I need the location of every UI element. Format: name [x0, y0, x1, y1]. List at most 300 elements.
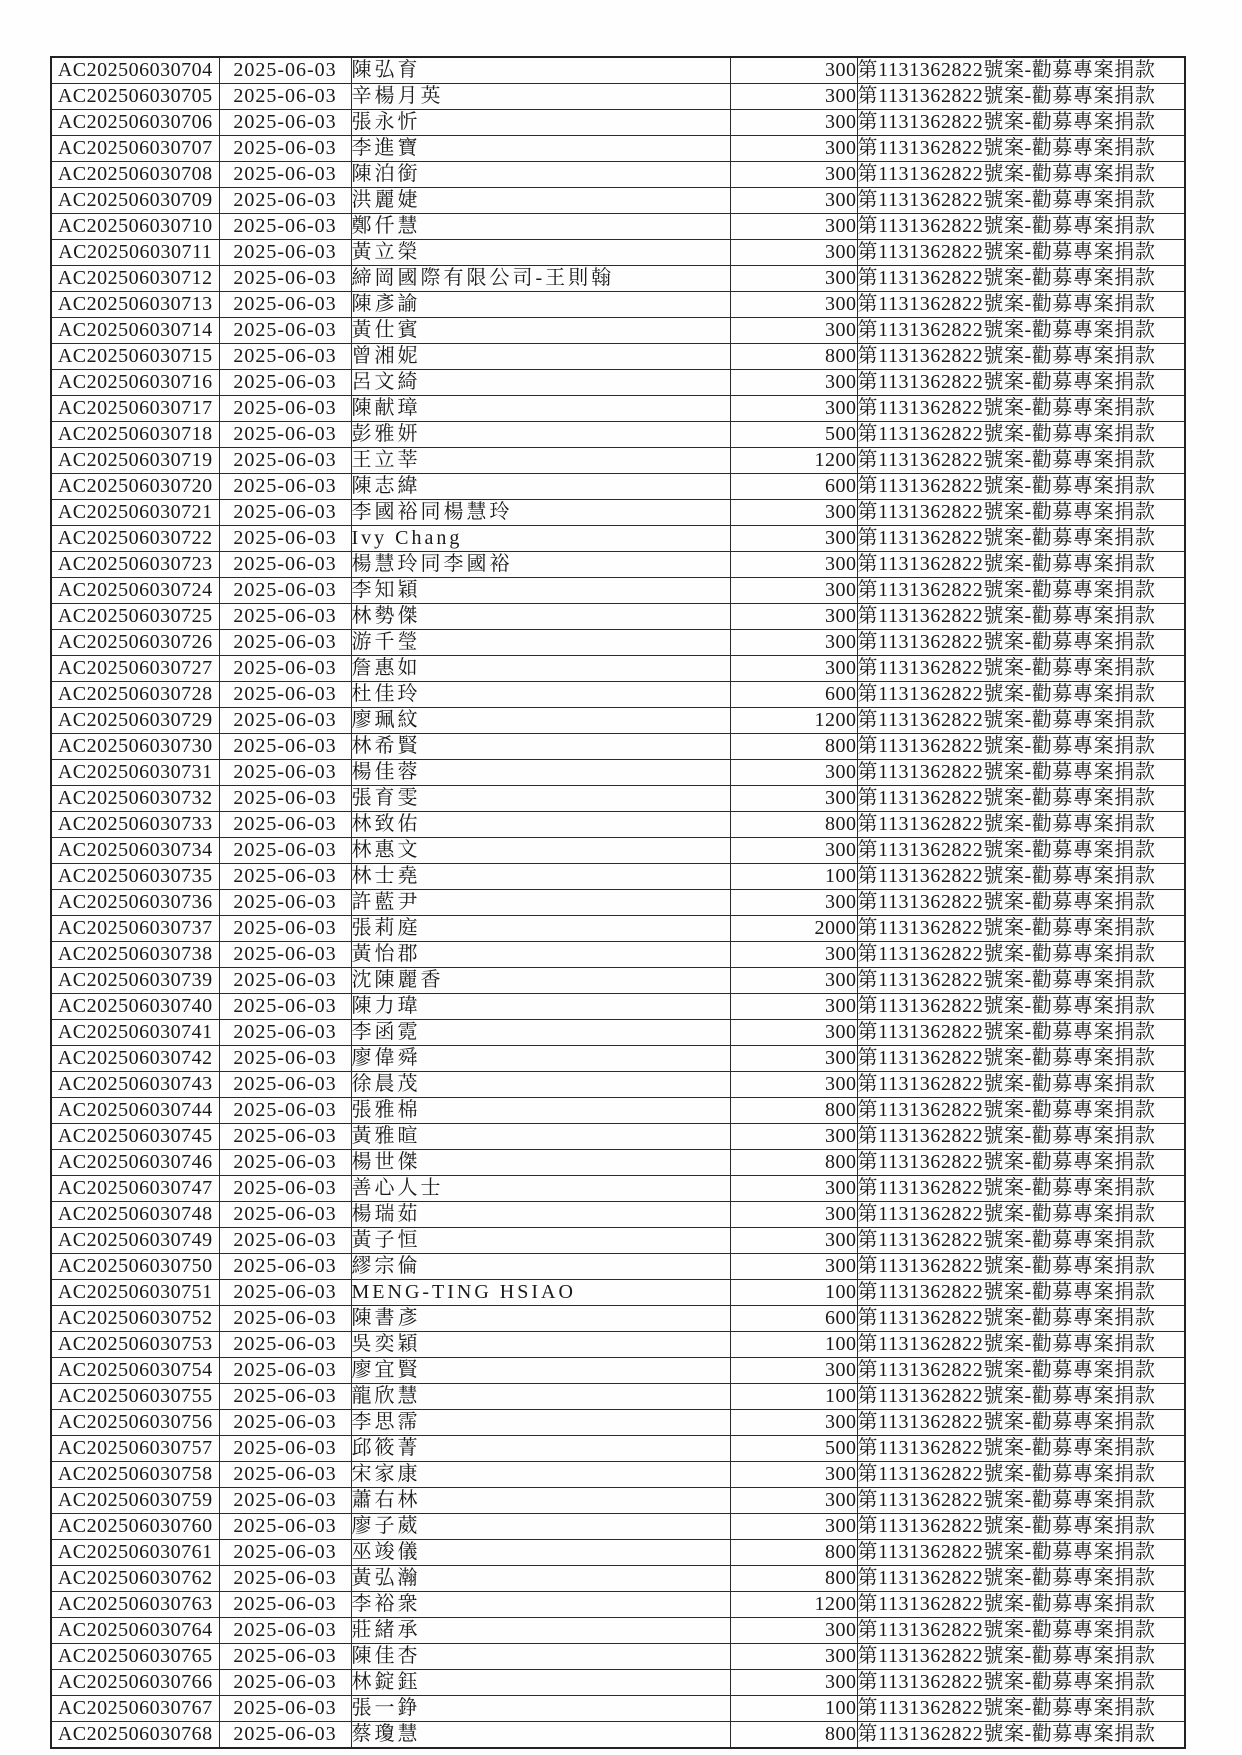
- table-row: [51, 1488, 1185, 1514]
- cell-date: 2025-06-03: [219, 1098, 351, 1124]
- cell-amount: 600: [730, 474, 857, 500]
- table-row: [51, 890, 1185, 916]
- table-row: [51, 1046, 1185, 1072]
- cell-donor-name: 黃立榮: [351, 240, 730, 266]
- cell-date: 2025-06-03: [219, 1618, 351, 1644]
- cell-case-note: 第1131362822號案-勸募專案捐款: [857, 1540, 1185, 1566]
- cell-date: 2025-06-03: [219, 1410, 351, 1436]
- cell-amount: 800: [730, 1150, 857, 1176]
- cell-date: 2025-06-03: [219, 162, 351, 188]
- table-row: [51, 1722, 1185, 1749]
- cell-amount: 300: [730, 84, 857, 110]
- table-row: [51, 682, 1185, 708]
- cell-case-note: 第1131362822號案-勸募專案捐款: [857, 266, 1185, 292]
- cell-receipt-id: AC202506030714: [51, 318, 219, 344]
- cell-amount: 300: [730, 1072, 857, 1098]
- cell-date: 2025-06-03: [219, 682, 351, 708]
- cell-date: 2025-06-03: [219, 994, 351, 1020]
- cell-date: 2025-06-03: [219, 1202, 351, 1228]
- table-row: [51, 1566, 1185, 1592]
- cell-case-note: 第1131362822號案-勸募專案捐款: [857, 760, 1185, 786]
- cell-case-note: 第1131362822號案-勸募專案捐款: [857, 500, 1185, 526]
- cell-date: 2025-06-03: [219, 1592, 351, 1618]
- table-row: [51, 994, 1185, 1020]
- cell-donor-name: 黃子恒: [351, 1228, 730, 1254]
- cell-receipt-id: AC202506030752: [51, 1306, 219, 1332]
- cell-date: 2025-06-03: [219, 708, 351, 734]
- cell-receipt-id: AC202506030730: [51, 734, 219, 760]
- cell-receipt-id: AC202506030763: [51, 1592, 219, 1618]
- cell-donor-name: 張一錚: [351, 1696, 730, 1722]
- cell-amount: 300: [730, 1228, 857, 1254]
- cell-amount: 300: [730, 110, 857, 136]
- table-row: [51, 1150, 1185, 1176]
- cell-case-note: 第1131362822號案-勸募專案捐款: [857, 526, 1185, 552]
- cell-case-note: 第1131362822號案-勸募專案捐款: [857, 214, 1185, 240]
- table-row: [51, 1280, 1185, 1306]
- cell-receipt-id: AC202506030712: [51, 266, 219, 292]
- cell-donor-name: 徐晨茂: [351, 1072, 730, 1098]
- cell-receipt-id: AC202506030742: [51, 1046, 219, 1072]
- cell-donor-name: 彭雅妍: [351, 422, 730, 448]
- cell-case-note: 第1131362822號案-勸募專案捐款: [857, 682, 1185, 708]
- cell-amount: 300: [730, 994, 857, 1020]
- cell-date: 2025-06-03: [219, 604, 351, 630]
- cell-case-note: 第1131362822號案-勸募專案捐款: [857, 1592, 1185, 1618]
- cell-case-note: 第1131362822號案-勸募專案捐款: [857, 838, 1185, 864]
- cell-receipt-id: AC202506030731: [51, 760, 219, 786]
- cell-receipt-id: AC202506030710: [51, 214, 219, 240]
- cell-amount: 100: [730, 1280, 857, 1306]
- cell-date: 2025-06-03: [219, 942, 351, 968]
- table-row: [51, 760, 1185, 786]
- cell-donor-name: 張雅棉: [351, 1098, 730, 1124]
- cell-date: 2025-06-03: [219, 578, 351, 604]
- table-row: [51, 916, 1185, 942]
- cell-donor-name: 宋家康: [351, 1462, 730, 1488]
- cell-donor-name: 吳奕穎: [351, 1332, 730, 1358]
- cell-receipt-id: AC202506030735: [51, 864, 219, 890]
- cell-donor-name: 林錠鈺: [351, 1670, 730, 1696]
- cell-donor-name: 李進寶: [351, 136, 730, 162]
- cell-date: 2025-06-03: [219, 1722, 351, 1749]
- cell-receipt-id: AC202506030721: [51, 500, 219, 526]
- table-row: [51, 1384, 1185, 1410]
- cell-receipt-id: AC202506030720: [51, 474, 219, 500]
- cell-donor-name: 陳佳杏: [351, 1644, 730, 1670]
- cell-amount: 800: [730, 344, 857, 370]
- cell-receipt-id: AC202506030736: [51, 890, 219, 916]
- cell-donor-name: 曾湘妮: [351, 344, 730, 370]
- cell-amount: 300: [730, 578, 857, 604]
- cell-amount: 300: [730, 370, 857, 396]
- cell-amount: 300: [730, 890, 857, 916]
- cell-date: 2025-06-03: [219, 188, 351, 214]
- cell-case-note: 第1131362822號案-勸募專案捐款: [857, 1644, 1185, 1670]
- cell-case-note: 第1131362822號案-勸募專案捐款: [857, 1124, 1185, 1150]
- cell-donor-name: 張育雯: [351, 786, 730, 812]
- cell-donor-name: 李知穎: [351, 578, 730, 604]
- cell-receipt-id: AC202506030740: [51, 994, 219, 1020]
- cell-donor-name: 陳献璋: [351, 396, 730, 422]
- cell-case-note: 第1131362822號案-勸募專案捐款: [857, 786, 1185, 812]
- cell-receipt-id: AC202506030728: [51, 682, 219, 708]
- cell-case-note: 第1131362822號案-勸募專案捐款: [857, 396, 1185, 422]
- cell-date: 2025-06-03: [219, 1332, 351, 1358]
- cell-donor-name: 廖宜賢: [351, 1358, 730, 1384]
- cell-receipt-id: AC202506030707: [51, 136, 219, 162]
- cell-amount: 600: [730, 682, 857, 708]
- cell-amount: 300: [730, 526, 857, 552]
- cell-date: 2025-06-03: [219, 1462, 351, 1488]
- table-row: [51, 448, 1185, 474]
- cell-receipt-id: AC202506030709: [51, 188, 219, 214]
- cell-date: 2025-06-03: [219, 1644, 351, 1670]
- cell-case-note: 第1131362822號案-勸募專案捐款: [857, 1254, 1185, 1280]
- cell-case-note: 第1131362822號案-勸募專案捐款: [857, 1462, 1185, 1488]
- cell-donor-name: 王立莘: [351, 448, 730, 474]
- cell-amount: 300: [730, 1670, 857, 1696]
- cell-amount: 300: [730, 162, 857, 188]
- cell-receipt-id: AC202506030725: [51, 604, 219, 630]
- cell-amount: 1200: [730, 448, 857, 474]
- cell-date: 2025-06-03: [219, 916, 351, 942]
- cell-case-note: 第1131362822號案-勸募專案捐款: [857, 240, 1185, 266]
- cell-amount: 300: [730, 1046, 857, 1072]
- cell-case-note: 第1131362822號案-勸募專案捐款: [857, 110, 1185, 136]
- table-row: [51, 1072, 1185, 1098]
- table-row: [51, 188, 1185, 214]
- cell-date: 2025-06-03: [219, 1436, 351, 1462]
- cell-case-note: 第1131362822號案-勸募專案捐款: [857, 1722, 1185, 1749]
- table-row: [51, 656, 1185, 682]
- cell-case-note: 第1131362822號案-勸募專案捐款: [857, 1020, 1185, 1046]
- table-row: [51, 1436, 1185, 1462]
- cell-date: 2025-06-03: [219, 422, 351, 448]
- cell-receipt-id: AC202506030750: [51, 1254, 219, 1280]
- cell-donor-name: 張莉庭: [351, 916, 730, 942]
- cell-receipt-id: AC202506030737: [51, 916, 219, 942]
- cell-amount: 100: [730, 864, 857, 890]
- cell-case-note: 第1131362822號案-勸募專案捐款: [857, 1384, 1185, 1410]
- cell-date: 2025-06-03: [219, 1358, 351, 1384]
- table-row: [51, 84, 1185, 110]
- cell-amount: 300: [730, 57, 857, 84]
- cell-amount: 600: [730, 1306, 857, 1332]
- cell-donor-name: 林勢傑: [351, 604, 730, 630]
- cell-receipt-id: AC202506030738: [51, 942, 219, 968]
- cell-amount: 300: [730, 292, 857, 318]
- cell-donor-name: 楊佳蓉: [351, 760, 730, 786]
- cell-donor-name: 蔡瓊慧: [351, 1722, 730, 1749]
- cell-amount: 300: [730, 1124, 857, 1150]
- cell-donor-name: 呂文綺: [351, 370, 730, 396]
- cell-case-note: 第1131362822號案-勸募專案捐款: [857, 1150, 1185, 1176]
- table-row: [51, 1540, 1185, 1566]
- table-row: [51, 864, 1185, 890]
- cell-receipt-id: AC202506030739: [51, 968, 219, 994]
- cell-case-note: 第1131362822號案-勸募專案捐款: [857, 656, 1185, 682]
- table-row: [51, 370, 1185, 396]
- cell-receipt-id: AC202506030729: [51, 708, 219, 734]
- table-row: [51, 57, 1185, 84]
- table-row: [51, 1670, 1185, 1696]
- table-row: [51, 786, 1185, 812]
- cell-case-note: 第1131362822號案-勸募專案捐款: [857, 1410, 1185, 1436]
- cell-amount: 800: [730, 1722, 857, 1749]
- cell-donor-name: 洪麗婕: [351, 188, 730, 214]
- cell-case-note: 第1131362822號案-勸募專案捐款: [857, 890, 1185, 916]
- table-row: [51, 812, 1185, 838]
- cell-amount: 300: [730, 1254, 857, 1280]
- cell-receipt-id: AC202506030718: [51, 422, 219, 448]
- cell-donor-name: 黃弘瀚: [351, 1566, 730, 1592]
- table-row: [51, 396, 1185, 422]
- cell-receipt-id: AC202506030756: [51, 1410, 219, 1436]
- cell-date: 2025-06-03: [219, 1540, 351, 1566]
- table-row: [51, 552, 1185, 578]
- cell-date: 2025-06-03: [219, 968, 351, 994]
- cell-amount: 300: [730, 1358, 857, 1384]
- cell-date: 2025-06-03: [219, 1514, 351, 1540]
- cell-case-note: 第1131362822號案-勸募專案捐款: [857, 1514, 1185, 1540]
- table-row: [51, 1462, 1185, 1488]
- cell-amount: 300: [730, 1514, 857, 1540]
- cell-donor-name: 黃仕賓: [351, 318, 730, 344]
- cell-amount: 300: [730, 500, 857, 526]
- cell-amount: 100: [730, 1696, 857, 1722]
- cell-donor-name: Ivy Chang: [351, 526, 730, 552]
- cell-case-note: 第1131362822號案-勸募專案捐款: [857, 708, 1185, 734]
- cell-receipt-id: AC202506030768: [51, 1722, 219, 1749]
- table-row: [51, 1098, 1185, 1124]
- cell-receipt-id: AC202506030719: [51, 448, 219, 474]
- cell-case-note: 第1131362822號案-勸募專案捐款: [857, 136, 1185, 162]
- cell-case-note: 第1131362822號案-勸募專案捐款: [857, 292, 1185, 318]
- table-row: [51, 1514, 1185, 1540]
- cell-donor-name: 繆宗倫: [351, 1254, 730, 1280]
- cell-donor-name: 林致佑: [351, 812, 730, 838]
- cell-case-note: 第1131362822號案-勸募專案捐款: [857, 1306, 1185, 1332]
- cell-donor-name: 李函霓: [351, 1020, 730, 1046]
- cell-amount: 500: [730, 1436, 857, 1462]
- cell-receipt-id: AC202506030749: [51, 1228, 219, 1254]
- cell-amount: 800: [730, 1540, 857, 1566]
- cell-receipt-id: AC202506030722: [51, 526, 219, 552]
- cell-amount: 300: [730, 630, 857, 656]
- cell-amount: 300: [730, 318, 857, 344]
- cell-donor-name: 蕭右林: [351, 1488, 730, 1514]
- cell-date: 2025-06-03: [219, 1150, 351, 1176]
- cell-amount: 300: [730, 1410, 857, 1436]
- cell-donor-name: 林希賢: [351, 734, 730, 760]
- cell-amount: 300: [730, 214, 857, 240]
- cell-date: 2025-06-03: [219, 110, 351, 136]
- cell-donor-name: 楊瑞茹: [351, 1202, 730, 1228]
- table-row: [51, 1176, 1185, 1202]
- cell-date: 2025-06-03: [219, 552, 351, 578]
- cell-case-note: 第1131362822號案-勸募專案捐款: [857, 422, 1185, 448]
- cell-date: 2025-06-03: [219, 214, 351, 240]
- table-row: [51, 240, 1185, 266]
- cell-amount: 300: [730, 552, 857, 578]
- cell-case-note: 第1131362822號案-勸募專案捐款: [857, 734, 1185, 760]
- cell-donor-name: 楊慧玲同李國裕: [351, 552, 730, 578]
- table-row: [51, 630, 1185, 656]
- cell-case-note: 第1131362822號案-勸募專案捐款: [857, 344, 1185, 370]
- cell-date: 2025-06-03: [219, 1280, 351, 1306]
- cell-case-note: 第1131362822號案-勸募專案捐款: [857, 864, 1185, 890]
- table-row: [51, 136, 1185, 162]
- cell-receipt-id: AC202506030766: [51, 1670, 219, 1696]
- cell-receipt-id: AC202506030706: [51, 110, 219, 136]
- cell-date: 2025-06-03: [219, 1696, 351, 1722]
- cell-donor-name: 李思霈: [351, 1410, 730, 1436]
- cell-amount: 1200: [730, 708, 857, 734]
- cell-date: 2025-06-03: [219, 864, 351, 890]
- cell-date: 2025-06-03: [219, 240, 351, 266]
- cell-case-note: 第1131362822號案-勸募專案捐款: [857, 968, 1185, 994]
- cell-receipt-id: AC202506030716: [51, 370, 219, 396]
- cell-amount: 800: [730, 734, 857, 760]
- cell-date: 2025-06-03: [219, 84, 351, 110]
- table-row: [51, 344, 1185, 370]
- cell-donor-name: 邱筱菁: [351, 1436, 730, 1462]
- table-row: [51, 1332, 1185, 1358]
- cell-donor-name: 陳志緯: [351, 474, 730, 500]
- cell-donor-name: 辛楊月英: [351, 84, 730, 110]
- table-row: [51, 578, 1185, 604]
- table-row: [51, 1592, 1185, 1618]
- cell-donor-name: 黃怡郡: [351, 942, 730, 968]
- cell-date: 2025-06-03: [219, 1228, 351, 1254]
- cell-receipt-id: AC202506030732: [51, 786, 219, 812]
- cell-receipt-id: AC202506030758: [51, 1462, 219, 1488]
- cell-amount: 300: [730, 240, 857, 266]
- cell-amount: 300: [730, 604, 857, 630]
- cell-receipt-id: AC202506030726: [51, 630, 219, 656]
- cell-receipt-id: AC202506030753: [51, 1332, 219, 1358]
- cell-case-note: 第1131362822號案-勸募專案捐款: [857, 1696, 1185, 1722]
- cell-amount: 300: [730, 838, 857, 864]
- table-row: [51, 318, 1185, 344]
- table-row: [51, 838, 1185, 864]
- cell-donor-name: 楊世傑: [351, 1150, 730, 1176]
- cell-date: 2025-06-03: [219, 1046, 351, 1072]
- cell-case-note: 第1131362822號案-勸募專案捐款: [857, 1176, 1185, 1202]
- cell-donor-name: 陳弘育: [351, 57, 730, 84]
- cell-date: 2025-06-03: [219, 500, 351, 526]
- cell-donor-name: MENG-TING HSIAO: [351, 1280, 730, 1306]
- cell-receipt-id: AC202506030743: [51, 1072, 219, 1098]
- cell-amount: 300: [730, 1462, 857, 1488]
- cell-case-note: 第1131362822號案-勸募專案捐款: [857, 1228, 1185, 1254]
- table-row: [51, 110, 1185, 136]
- cell-date: 2025-06-03: [219, 760, 351, 786]
- cell-date: 2025-06-03: [219, 1254, 351, 1280]
- cell-receipt-id: AC202506030715: [51, 344, 219, 370]
- cell-receipt-id: AC202506030744: [51, 1098, 219, 1124]
- cell-receipt-id: AC202506030711: [51, 240, 219, 266]
- cell-amount: 300: [730, 1644, 857, 1670]
- cell-date: 2025-06-03: [219, 136, 351, 162]
- table-row: [51, 500, 1185, 526]
- table-row: [51, 1358, 1185, 1384]
- cell-case-note: 第1131362822號案-勸募專案捐款: [857, 1202, 1185, 1228]
- cell-amount: 300: [730, 1618, 857, 1644]
- cell-amount: 300: [730, 1202, 857, 1228]
- cell-donor-name: 黃雅暄: [351, 1124, 730, 1150]
- cell-case-note: 第1131362822號案-勸募專案捐款: [857, 812, 1185, 838]
- cell-date: 2025-06-03: [219, 474, 351, 500]
- cell-receipt-id: AC202506030741: [51, 1020, 219, 1046]
- table-row: [51, 422, 1185, 448]
- cell-date: 2025-06-03: [219, 396, 351, 422]
- cell-case-note: 第1131362822號案-勸募專案捐款: [857, 370, 1185, 396]
- table-row: [51, 942, 1185, 968]
- table-row: [51, 968, 1185, 994]
- cell-date: 2025-06-03: [219, 266, 351, 292]
- cell-amount: 300: [730, 1020, 857, 1046]
- cell-date: 2025-06-03: [219, 1020, 351, 1046]
- cell-amount: 500: [730, 422, 857, 448]
- cell-receipt-id: AC202506030764: [51, 1618, 219, 1644]
- cell-receipt-id: AC202506030767: [51, 1696, 219, 1722]
- cell-donor-name: 林惠文: [351, 838, 730, 864]
- cell-date: 2025-06-03: [219, 1306, 351, 1332]
- cell-case-note: 第1131362822號案-勸募專案捐款: [857, 1436, 1185, 1462]
- cell-receipt-id: AC202506030734: [51, 838, 219, 864]
- cell-case-note: 第1131362822號案-勸募專案捐款: [857, 474, 1185, 500]
- cell-receipt-id: AC202506030713: [51, 292, 219, 318]
- cell-case-note: 第1131362822號案-勸募專案捐款: [857, 1488, 1185, 1514]
- table-row: [51, 1254, 1185, 1280]
- cell-case-note: 第1131362822號案-勸募專案捐款: [857, 1358, 1185, 1384]
- cell-date: 2025-06-03: [219, 370, 351, 396]
- cell-receipt-id: AC202506030733: [51, 812, 219, 838]
- cell-date: 2025-06-03: [219, 292, 351, 318]
- cell-donor-name: 廖珮紋: [351, 708, 730, 734]
- cell-case-note: 第1131362822號案-勸募專案捐款: [857, 994, 1185, 1020]
- cell-amount: 2000: [730, 916, 857, 942]
- cell-receipt-id: AC202506030708: [51, 162, 219, 188]
- cell-date: 2025-06-03: [219, 318, 351, 344]
- cell-donor-name: 締岡國際有限公司-王則翰: [351, 266, 730, 292]
- cell-case-note: 第1131362822號案-勸募專案捐款: [857, 1566, 1185, 1592]
- cell-receipt-id: AC202506030765: [51, 1644, 219, 1670]
- cell-donor-name: 善心人士: [351, 1176, 730, 1202]
- cell-case-note: 第1131362822號案-勸募專案捐款: [857, 604, 1185, 630]
- cell-case-note: 第1131362822號案-勸募專案捐款: [857, 1098, 1185, 1124]
- cell-donor-name: 李裕衆: [351, 1592, 730, 1618]
- cell-case-note: 第1131362822號案-勸募專案捐款: [857, 1618, 1185, 1644]
- cell-date: 2025-06-03: [219, 1488, 351, 1514]
- cell-amount: 300: [730, 656, 857, 682]
- cell-case-note: 第1131362822號案-勸募專案捐款: [857, 552, 1185, 578]
- cell-case-note: 第1131362822號案-勸募專案捐款: [857, 57, 1185, 84]
- cell-case-note: 第1131362822號案-勸募專案捐款: [857, 1046, 1185, 1072]
- cell-donor-name: 陳力瑋: [351, 994, 730, 1020]
- table-row: [51, 1618, 1185, 1644]
- cell-donor-name: 廖偉舜: [351, 1046, 730, 1072]
- cell-date: 2025-06-03: [219, 1670, 351, 1696]
- cell-amount: 300: [730, 266, 857, 292]
- table-row: [51, 734, 1185, 760]
- cell-date: 2025-06-03: [219, 448, 351, 474]
- cell-receipt-id: AC202506030757: [51, 1436, 219, 1462]
- donation-records-table: [50, 56, 1186, 1749]
- cell-donor-name: 林士堯: [351, 864, 730, 890]
